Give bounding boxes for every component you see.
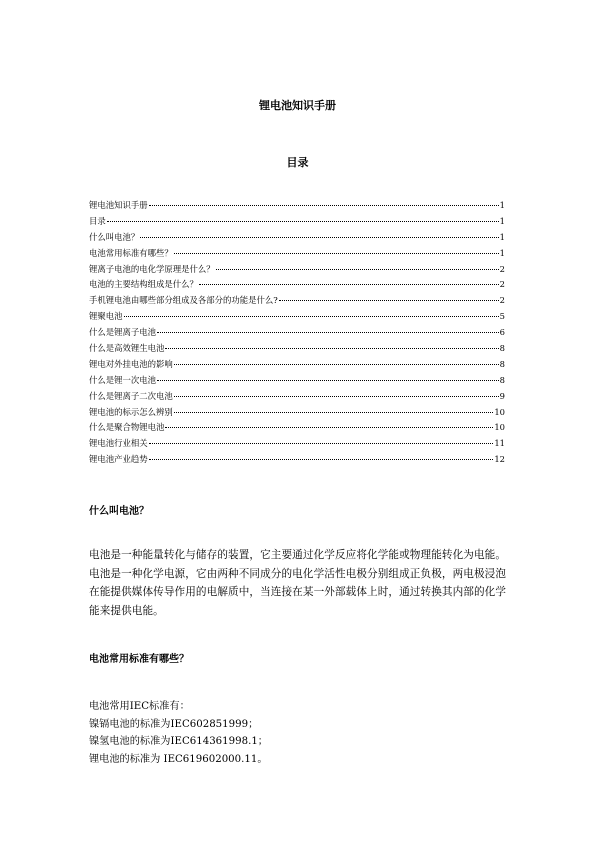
standards-list [89,698,509,768]
toc-dot-leader [199,284,499,285]
paragraph-what-is-battery: 电池是一种能量转化与储存的装置，它主要通过化学反应将化学能或物理能转化为电能。电池是一种化学电源，它由两种不同成分的电化学活性电极分别组成正负极，两电极浸泡在能提供媒体传导作用的电解质中，当连接在某一外部载体上时，通过转换其内部的化学能来提供电能。 [89,549,507,617]
toc-entry-title: 锂电对外挂电池的影响 [89,358,173,369]
toc-entry-title: 锂电池的标示怎么辨别 [89,406,173,417]
toc-entry[interactable] [89,373,505,389]
toc-dot-leader [157,380,499,381]
toc-entry[interactable] [89,357,505,373]
toc-entry-page-number: 1 [499,200,505,210]
toc-entry-title: 目录 [89,215,106,226]
toc-entry-page-number: 8 [499,343,505,354]
toc-entry[interactable] [89,389,505,405]
toc-heading: 目录 [286,156,309,169]
toc-dot-leader [149,205,499,206]
toc-entry-title: 锂聚电池 [89,311,123,322]
standards-line: 电池常用IEC标准有： [89,701,190,712]
toc-entry-title: 锂离子电池的电化学原理是什么？ [89,263,215,274]
toc-entry-title: 电池的主要结构组成是什么？ [89,279,198,290]
toc-dot-leader [174,364,499,365]
toc-entry[interactable] [89,246,505,262]
toc-entry-title: 什么叫电池？ [89,231,140,242]
toc-entry-page-number: 11 [494,438,505,449]
document-title: 锂电池知识手册 [259,99,336,112]
toc-entry[interactable] [89,230,505,246]
toc-dot-leader [165,348,498,349]
standards-line: 镍镉电池的标准为IEC602851999； [89,718,259,730]
toc-entry-page-number: 10 [494,406,505,417]
toc-entry[interactable] [89,405,505,421]
section-heading-what-is-battery: 什么叫电池？ [89,506,149,517]
toc-entry-title: 什么是聚合物锂电池 [89,422,165,433]
toc-entry[interactable] [89,277,505,293]
toc-entry-page-number: 5 [499,311,505,322]
toc-dot-leader [140,237,498,238]
toc-dot-leader [165,427,493,428]
toc-entry-title: 什么是锂离子二次电池 [89,390,173,401]
toc-entry-page-number: 1 [499,247,505,258]
toc-entry-title: 什么是锂一次电池 [89,374,156,385]
toc-entry[interactable] [89,420,505,436]
toc-entry-page-number: 2 [499,279,505,290]
toc-dot-leader [174,253,499,254]
toc-dot-leader [174,412,494,413]
toc-entry[interactable] [89,198,505,214]
toc-entry[interactable] [89,214,505,230]
standards-line: 锂电池的标准为 IEC619602000.11。 [89,753,268,765]
toc-entry-page-number: 2 [499,295,505,306]
toc-entry-title: 电池常用标准有哪些？ [89,247,173,258]
toc-dot-leader [149,443,494,444]
toc-entry-page-number: 12 [494,454,505,465]
toc-entry-title: 什么是高效锂生电池 [89,343,165,354]
toc-entry-title: 锂电池知识手册 [89,200,148,210]
toc-dot-leader [174,396,499,397]
toc-dot-leader [279,300,499,301]
toc-entry[interactable] [89,309,505,325]
section-heading-standards: 电池常用标准有哪些？ [89,654,189,665]
toc-entry-title: 手机锂电池由哪些部分组成及各部分的功能是什么? [89,295,278,306]
toc-entry-page-number: 8 [499,358,505,369]
toc-entry-page-number: 10 [494,422,505,433]
standards-line: 镍氢电池的标准为IEC614361998.1； [89,736,268,748]
toc-entry-title: 锂电池产业趋势 [89,454,148,465]
toc-entry-title: 锂电池行业相关 [89,438,148,449]
toc-entry[interactable] [89,293,505,309]
toc-entry-page-number: 8 [499,374,505,385]
toc-entry-page-number: 2 [499,263,505,274]
toc-dot-leader [124,316,499,317]
toc-entry[interactable] [89,341,505,357]
toc-entry[interactable] [89,436,505,452]
toc-entry-title: 什么是锂离子电池 [89,327,156,338]
toc-entry[interactable] [89,262,505,278]
toc-entry-page-number: 1 [499,215,505,226]
table-of-contents [89,198,505,468]
toc-entry-page-number: 9 [499,390,505,401]
toc-entry[interactable] [89,452,505,468]
toc-dot-leader [149,459,494,460]
toc-dot-leader [216,269,499,270]
toc-entry[interactable] [89,325,505,341]
toc-entry-page-number: 6 [499,327,505,338]
toc-entry-page-number: 1 [499,231,505,242]
toc-dot-leader [107,221,499,222]
toc-dot-leader [157,332,499,333]
